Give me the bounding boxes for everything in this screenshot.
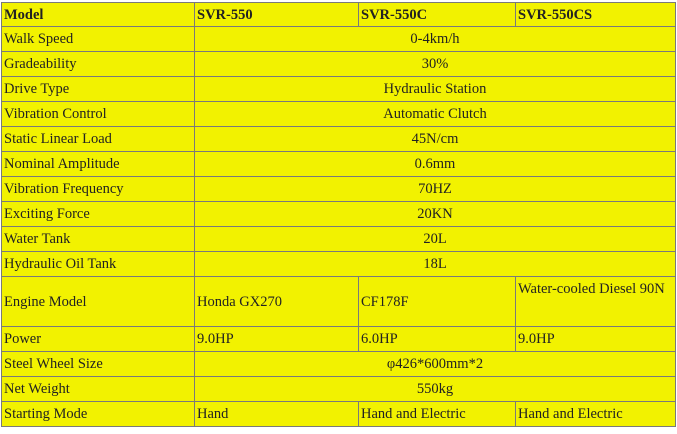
row-value-power-svr-550c: 6.0HP: [359, 327, 516, 352]
row-value-starting-mode-svr-550: Hand: [195, 402, 359, 427]
table-row: [2, 52, 676, 77]
row-value-exciting-force: 20KN: [195, 202, 676, 227]
row-label-static-linear-load: Static Linear Load: [2, 127, 195, 152]
header-model-svr-550cs: SVR-550CS: [516, 3, 676, 27]
row-value-net-weight: 550kg: [195, 377, 676, 402]
row-label-steel-wheel-size: Steel Wheel Size: [2, 352, 195, 377]
row-value-starting-mode-svr-550cs: Hand and Electric: [516, 402, 676, 427]
row-value-drive-type: Hydraulic Station: [195, 77, 676, 102]
table-row: [2, 127, 676, 152]
table-row: [2, 227, 676, 252]
row-label-exciting-force: Exciting Force: [2, 202, 195, 227]
table-row: [2, 77, 676, 102]
spec-table: [1, 2, 676, 427]
table-row: [2, 152, 676, 177]
table-row: [2, 327, 676, 352]
header-row: [2, 3, 676, 27]
row-label-gradeability: Gradeability: [2, 52, 195, 77]
table-row: [2, 27, 676, 52]
table-row: [2, 377, 676, 402]
row-label-water-tank: Water Tank: [2, 227, 195, 252]
header-label: Model: [2, 3, 195, 27]
header-model-svr-550: SVR-550: [195, 3, 359, 27]
table-row: [2, 277, 676, 327]
table-row: [2, 202, 676, 227]
row-label-drive-type: Drive Type: [2, 77, 195, 102]
row-value-engine-model-svr-550cs: Water-cooled Diesel 90N: [516, 277, 676, 327]
row-value-nominal-amplitude: 0.6mm: [195, 152, 676, 177]
row-label-engine-model: Engine Model: [2, 277, 195, 327]
row-value-vibration-frequency: 70HZ: [195, 177, 676, 202]
row-value-power-svr-550cs: 9.0HP: [516, 327, 676, 352]
row-label-net-weight: Net Weight: [2, 377, 195, 402]
header-model-svr-550c: SVR-550C: [359, 3, 516, 27]
table-row: [2, 252, 676, 277]
row-value-gradeability: 30%: [195, 52, 676, 77]
table-row: [2, 352, 676, 377]
row-label-starting-mode: Starting Mode: [2, 402, 195, 427]
row-value-engine-model-svr-550c: CF178F: [359, 277, 516, 327]
row-label-vibration-frequency: Vibration Frequency: [2, 177, 195, 202]
row-value-power-svr-550: 9.0HP: [195, 327, 359, 352]
row-value-steel-wheel-size: φ426*600mm*2: [195, 352, 676, 377]
table-row: [2, 102, 676, 127]
row-value-hydraulic-oil-tank: 18L: [195, 252, 676, 277]
row-value-water-tank: 20L: [195, 227, 676, 252]
row-value-walk-speed: 0-4km/h: [195, 27, 676, 52]
row-value-vibration-control: Automatic Clutch: [195, 102, 676, 127]
row-label-vibration-control: Vibration Control: [2, 102, 195, 127]
row-label-hydraulic-oil-tank: Hydraulic Oil Tank: [2, 252, 195, 277]
table-row: [2, 177, 676, 202]
row-value-starting-mode-svr-550c: Hand and Electric: [359, 402, 516, 427]
row-value-static-linear-load: 45N/cm: [195, 127, 676, 152]
row-label-power: Power: [2, 327, 195, 352]
table-row: [2, 402, 676, 427]
row-label-nominal-amplitude: Nominal Amplitude: [2, 152, 195, 177]
row-value-engine-model-svr-550: Honda GX270: [195, 277, 359, 327]
row-label-walk-speed: Walk Speed: [2, 27, 195, 52]
